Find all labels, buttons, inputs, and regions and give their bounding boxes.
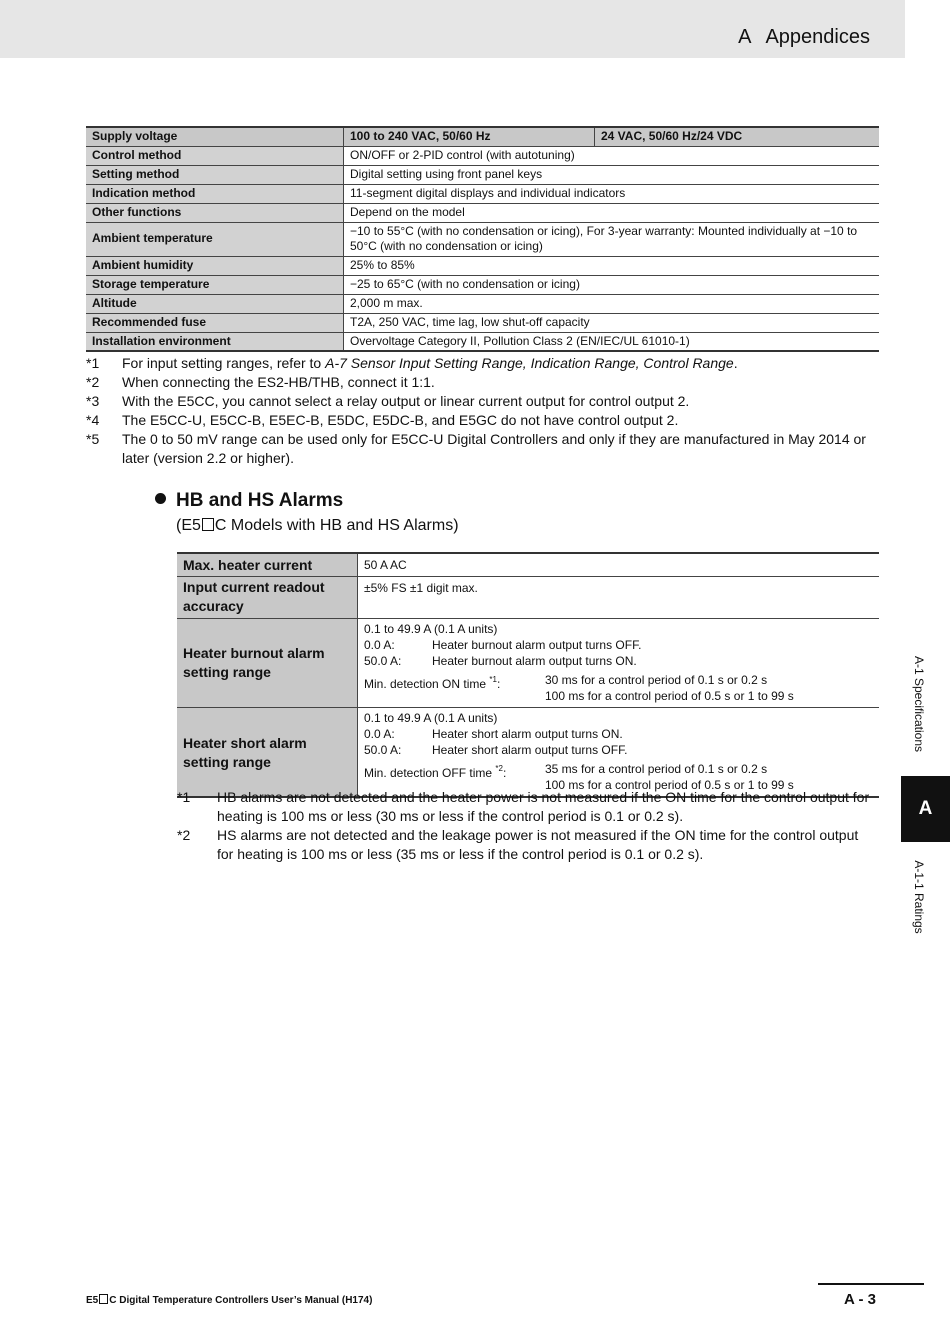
value-text: 50.0 A:	[364, 743, 402, 757]
value-line	[364, 637, 873, 653]
value-line	[364, 742, 873, 758]
footer-rule	[818, 1283, 924, 1285]
table-row	[177, 577, 879, 619]
footnote-ref: *1	[489, 675, 497, 684]
row-value: −25 to 65°C (with no condensation or icing)	[344, 275, 880, 294]
row-value: Digital setting using front panel keys	[344, 165, 880, 184]
value-text: 0.1 to 49.9 A (0.1 A units)	[364, 711, 498, 725]
row-value: ON/OFF or 2-PID control (with autotuning)	[344, 146, 880, 165]
footnote-number: *2	[177, 827, 191, 843]
chapter-tab[interactable]: A	[901, 776, 950, 842]
row-label: Indication method	[86, 184, 344, 203]
value-line	[364, 653, 873, 669]
row-label: Installation environment	[86, 332, 344, 351]
row-label-text: Heater short alarm setting range	[183, 734, 307, 770]
footnote-text: The E5CC-U, E5CC-B, E5EC-B, E5DC, E5DC-B, and E5GC do not have control output 2.	[122, 412, 679, 428]
section-title: HB and HS Alarms	[176, 490, 344, 511]
value-line	[364, 621, 873, 637]
row-label	[177, 708, 358, 798]
value-text: Min. detection ON time	[364, 677, 490, 691]
footnote-number: *5	[86, 431, 100, 447]
table-row	[86, 332, 879, 351]
bullet-icon	[155, 493, 166, 504]
footnote	[86, 411, 886, 430]
placeholder-box-icon	[99, 1294, 108, 1304]
table-row	[86, 294, 879, 313]
value-text: Min. detection OFF time	[364, 766, 496, 780]
value-text: 100 ms for a control period of 0.5 s or 1 to 99 s	[545, 689, 794, 703]
section-heading	[155, 490, 343, 512]
footnote-text: later (version 2.2 or higher).	[122, 450, 294, 466]
row-value: 25% to 85%	[344, 256, 880, 275]
placeholder-box-icon	[202, 518, 214, 531]
footnote-ref: *2	[495, 764, 503, 773]
footnote-number: *3	[86, 393, 100, 409]
footnote	[86, 373, 886, 392]
footnote-text: With the E5CC, you cannot select a relay output or linear current output for control output 2.	[122, 393, 690, 409]
footnote-text: HS alarms are not detected and the leakage power is not measured if the ON time for the control output	[217, 827, 859, 843]
footer-text: C Digital Temperature Controllers User’s Manual (H174)	[109, 1295, 373, 1306]
table-row	[177, 553, 879, 577]
row-value	[358, 619, 880, 708]
cross-reference-link[interactable]: A-7 Sensor Input Setting Range, Indication Range, Control Range	[325, 355, 734, 371]
footnote	[177, 788, 887, 826]
row-label: Control method	[86, 146, 344, 165]
row-label: Ambient humidity	[86, 256, 344, 275]
footnote	[86, 430, 886, 468]
value-text: 50.0 A:	[364, 654, 402, 668]
row-label: Recommended fuse	[86, 313, 344, 332]
value-line	[364, 672, 873, 691]
table-row	[86, 184, 879, 203]
row-label: Input current readout accuracy	[177, 577, 358, 619]
table-row	[86, 313, 879, 332]
row-label: Setting method	[86, 165, 344, 184]
footnote-number: *4	[86, 412, 100, 428]
table-row	[86, 165, 879, 184]
table-row	[86, 256, 879, 275]
row-value: Overvoltage Category II, Pollution Class 2 (EN/IEC/UL 61010-1)	[350, 333, 690, 348]
value-line	[364, 726, 873, 742]
footnote-text: for heating is 100 ms or less (35 ms or less if the control period is 0.1 or 0.2 s).	[217, 846, 704, 862]
footnote-text: HB alarms are not detected and the heater power is not measured if the ON time for the control output for	[217, 789, 870, 805]
page-number: A - 3	[844, 1291, 876, 1308]
header-letter: A	[738, 26, 752, 48]
row-value: T2A, 250 VAC, time lag, low shut-off capacity	[344, 313, 880, 332]
table-row	[86, 146, 879, 165]
row-value: 11-segment digital displays and individual indicators	[344, 184, 880, 203]
header-title: Appendices	[765, 26, 870, 48]
hb-hs-alarm-table	[177, 552, 879, 798]
ratings-table	[86, 126, 879, 352]
value-text: 0.0 A:	[364, 727, 395, 741]
table-row	[177, 708, 879, 798]
footnote-text: The 0 to 50 mV range can be used only for E5CC-U Digital Controllers and only if they are manufactured in May 2014 or	[122, 431, 866, 447]
row-value: ±5% FS ±1 digit max.	[358, 577, 880, 619]
row-value: Depend on the model	[344, 203, 880, 222]
value-text: Heater burnout alarm output turns ON.	[432, 654, 637, 668]
subtitle-text: (E5	[176, 517, 201, 534]
section-subtitle	[176, 517, 459, 535]
table-row	[86, 127, 879, 146]
footnote	[86, 354, 886, 373]
value-text: Heater short alarm output turns OFF.	[432, 743, 628, 757]
row-label: Other functions	[86, 203, 344, 222]
value-text: 0.0 A:	[364, 638, 395, 652]
value-text: 30 ms for a control period of 0.1 s or 0.2 s	[545, 673, 768, 687]
row-value	[358, 708, 880, 798]
value-text: 0.1 to 49.9 A (0.1 A units)	[364, 622, 498, 636]
value-line	[364, 761, 873, 780]
value-line	[364, 710, 873, 726]
value-text: Heater burnout alarm output turns OFF.	[432, 638, 642, 652]
value-text: :	[502, 766, 507, 780]
footnote-text: When connecting the ES2-HB/THB, connect it 1:1.	[122, 374, 435, 390]
footnote-text-part: For input setting ranges, refer to	[122, 355, 326, 371]
row-value: −10 to 55°C (with no condensation or icing), For 3-year warranty: Mounted individually at −10 to 50°C (with no condensation or icing)	[344, 222, 880, 256]
footnote-number: *1	[86, 355, 100, 371]
value-text: 35 ms for a control period of 0.1 s or 0.2 s	[545, 762, 768, 776]
footer-manual-title	[86, 1294, 372, 1306]
footnote-text: heating is 100 ms or less (30 ms or less if the control period is 0.1 or 0.2 s).	[217, 808, 684, 824]
footnote	[86, 392, 886, 411]
row-label: Altitude	[86, 294, 344, 313]
subtitle-text: C Models with HB and HS Alarms)	[214, 517, 459, 534]
table-row	[177, 619, 879, 708]
page-header	[738, 26, 870, 49]
footnote-text	[122, 354, 738, 373]
table-row	[86, 203, 879, 222]
value-text: Heater short alarm output turns ON.	[432, 727, 623, 741]
row-label: Ambient temperature	[86, 222, 344, 256]
side-section-label: A-1 Specifications	[912, 655, 926, 753]
footer-text: E5	[86, 1295, 99, 1306]
row-value: 2,000 m max.	[344, 294, 880, 313]
footnote-text-part: .	[733, 355, 738, 371]
value-text: 100 ms for a control period of 0.5 s or 1 to 99 s	[545, 778, 794, 792]
row-label: Max. heater current	[177, 553, 358, 577]
value-line	[364, 688, 873, 704]
row-value: 50 A AC	[358, 553, 880, 577]
side-subsection-label: A-1-1 Ratings	[912, 860, 926, 934]
row-value: 24 VAC, 50/60 Hz/24 VDC	[595, 127, 880, 146]
value-text: :	[496, 677, 501, 691]
table-row	[86, 222, 879, 256]
table-row	[86, 275, 879, 294]
footnote-number: *1	[177, 789, 191, 805]
row-label: Storage temperature	[86, 275, 344, 294]
footnote	[177, 826, 887, 864]
row-label: Supply voltage	[86, 127, 344, 146]
row-value: 100 to 240 VAC, 50/60 Hz	[344, 127, 595, 146]
row-label: Heater burnout alarm setting range	[177, 619, 358, 708]
footnote-number: *2	[86, 374, 100, 390]
